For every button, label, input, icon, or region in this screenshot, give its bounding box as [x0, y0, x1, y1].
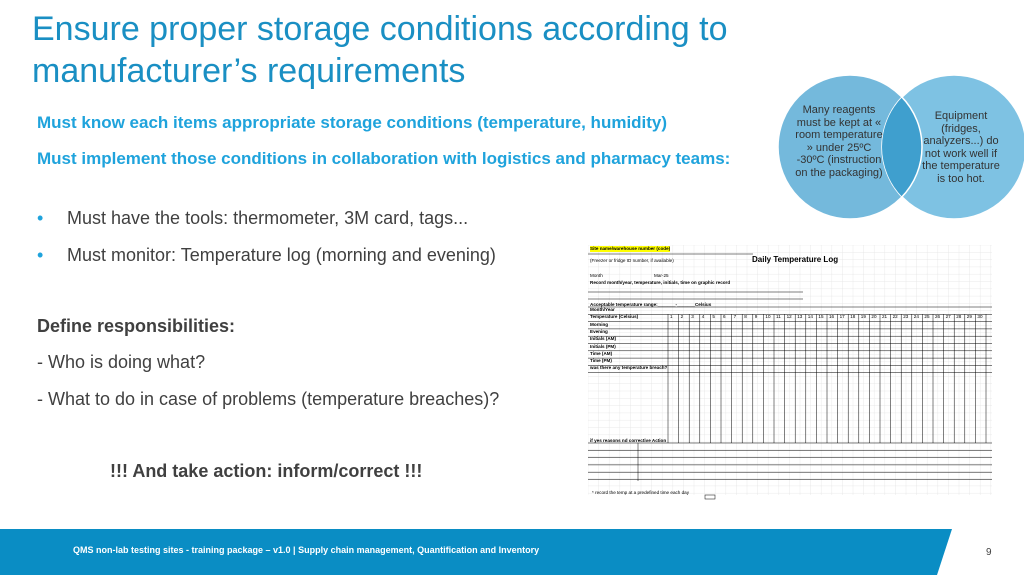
venn-diagram — [776, 74, 1024, 222]
footer-sub-text: Supply chain management, Quantification and Inventory — [298, 545, 540, 555]
responsibility-item-who: - Who is doing what? — [37, 352, 206, 372]
log-day-header: 9 — [754, 314, 758, 320]
log-day-header: 27 — [945, 314, 951, 320]
log-day-header: 16 — [829, 314, 835, 320]
log-day-header: 14 — [807, 314, 813, 320]
page-number: 9 — [986, 547, 992, 558]
log-day-header: 2 — [680, 314, 684, 320]
log-corrective-label: if yes reasons nd corrective Action — [590, 438, 667, 443]
log-day-header: 22 — [892, 314, 898, 320]
log-row-label: Temperature (Celsius) — [590, 314, 639, 320]
log-record-label: Record month/year, temperature, initials, time on graphic record — [590, 280, 731, 285]
log-day-header: 26 — [935, 314, 941, 320]
log-month-value: Mar-25 — [654, 273, 669, 278]
bullet-dot-icon: • — [37, 208, 44, 228]
log-day-header: 12 — [786, 314, 792, 320]
log-row-label: Time (AM) — [590, 350, 613, 356]
log-day-header: 7 — [733, 314, 737, 320]
bullet-item-monitor — [37, 243, 496, 267]
responsibilities-title: Define responsibilities: — [37, 316, 236, 336]
log-day-header: 18 — [850, 314, 856, 320]
log-day-header: 28 — [956, 314, 962, 320]
log-row-label: Morning — [590, 321, 609, 327]
footer-text — [73, 545, 539, 555]
log-row-label: was there any temperature breach? — [590, 365, 668, 371]
log-note: * record the temp at a predefined time each day — [592, 490, 690, 495]
log-day-header: 10 — [765, 314, 771, 320]
log-day-header: 13 — [797, 314, 803, 320]
log-range-label: Acceptable temperature range:_______-_______Celsius — [590, 302, 712, 307]
bullet-item-tools — [37, 206, 468, 230]
venn-right-text: Equipment (fridges, analyzers...) do not work well if the temperature is too hot. — [922, 110, 1000, 185]
footer-bar — [0, 529, 1024, 575]
log-title: Daily Temperature Log — [752, 255, 839, 264]
log-day-header: 17 — [839, 314, 845, 320]
log-row-label: Evening — [590, 328, 608, 334]
bullet-text: Must have the tools: thermometer, 3M card, tags... — [67, 208, 469, 228]
point-implement: Must implement those conditions in collaboration with logistics and pharmacy teams: — [37, 149, 731, 168]
log-row-label: Month/Year — [590, 307, 615, 312]
log-site-label: Site name/warehouse number (code) — [590, 246, 671, 251]
log-day-header: 6 — [723, 314, 726, 320]
bullet-dot-icon: • — [37, 245, 44, 265]
footer-main-text: QMS non-lab testing sites - training package – v1.0 | — [73, 545, 299, 555]
log-day-header: 19 — [860, 314, 866, 320]
responsibility-item-problems: - What to do in case of problems (temperature breaches)? — [37, 389, 500, 409]
point-know: Must know each items appropriate storage conditions (temperature, humidity) — [37, 113, 668, 132]
log-day-header: 8 — [744, 314, 747, 320]
log-month-label: Month — [590, 273, 603, 278]
log-day-header: 1 — [670, 314, 673, 320]
log-day-header: 29 — [966, 314, 972, 320]
log-day-header: 11 — [776, 314, 781, 320]
log-day-header: 5 — [712, 314, 715, 320]
log-row-label: Initials (PM) — [590, 343, 616, 349]
log-day-header: 30 — [977, 314, 983, 320]
venn-left-text: Many reagents must be kept at « room temperature » under 25ºC -30ºC (instruction on the packaging) — [795, 104, 883, 179]
log-day-header: 23 — [903, 314, 909, 320]
bullet-text: Must monitor: Temperature log (morning and evening) — [67, 245, 496, 265]
log-day-header: 24 — [913, 314, 919, 320]
log-row-label: Time (PM) — [590, 358, 612, 364]
log-row-label: Initials (AM) — [590, 336, 617, 342]
log-day-header: 3 — [691, 314, 694, 320]
log-small-box — [705, 495, 715, 499]
log-day-header: 21 — [882, 314, 888, 320]
action-callout: !!! And take action: inform/correct !!! — [110, 461, 423, 481]
log-id-label: (Freezer or fridge ID number, if available) — [590, 258, 674, 263]
log-day-header: 20 — [871, 314, 877, 320]
slide-title: Ensure proper storage conditions according to manufacturer’s requirements — [32, 10, 728, 90]
log-day-header: 4 — [701, 314, 705, 320]
temperature-log-sheet — [588, 245, 994, 501]
log-day-header: 15 — [818, 314, 824, 320]
log-day-header: 25 — [924, 314, 930, 320]
